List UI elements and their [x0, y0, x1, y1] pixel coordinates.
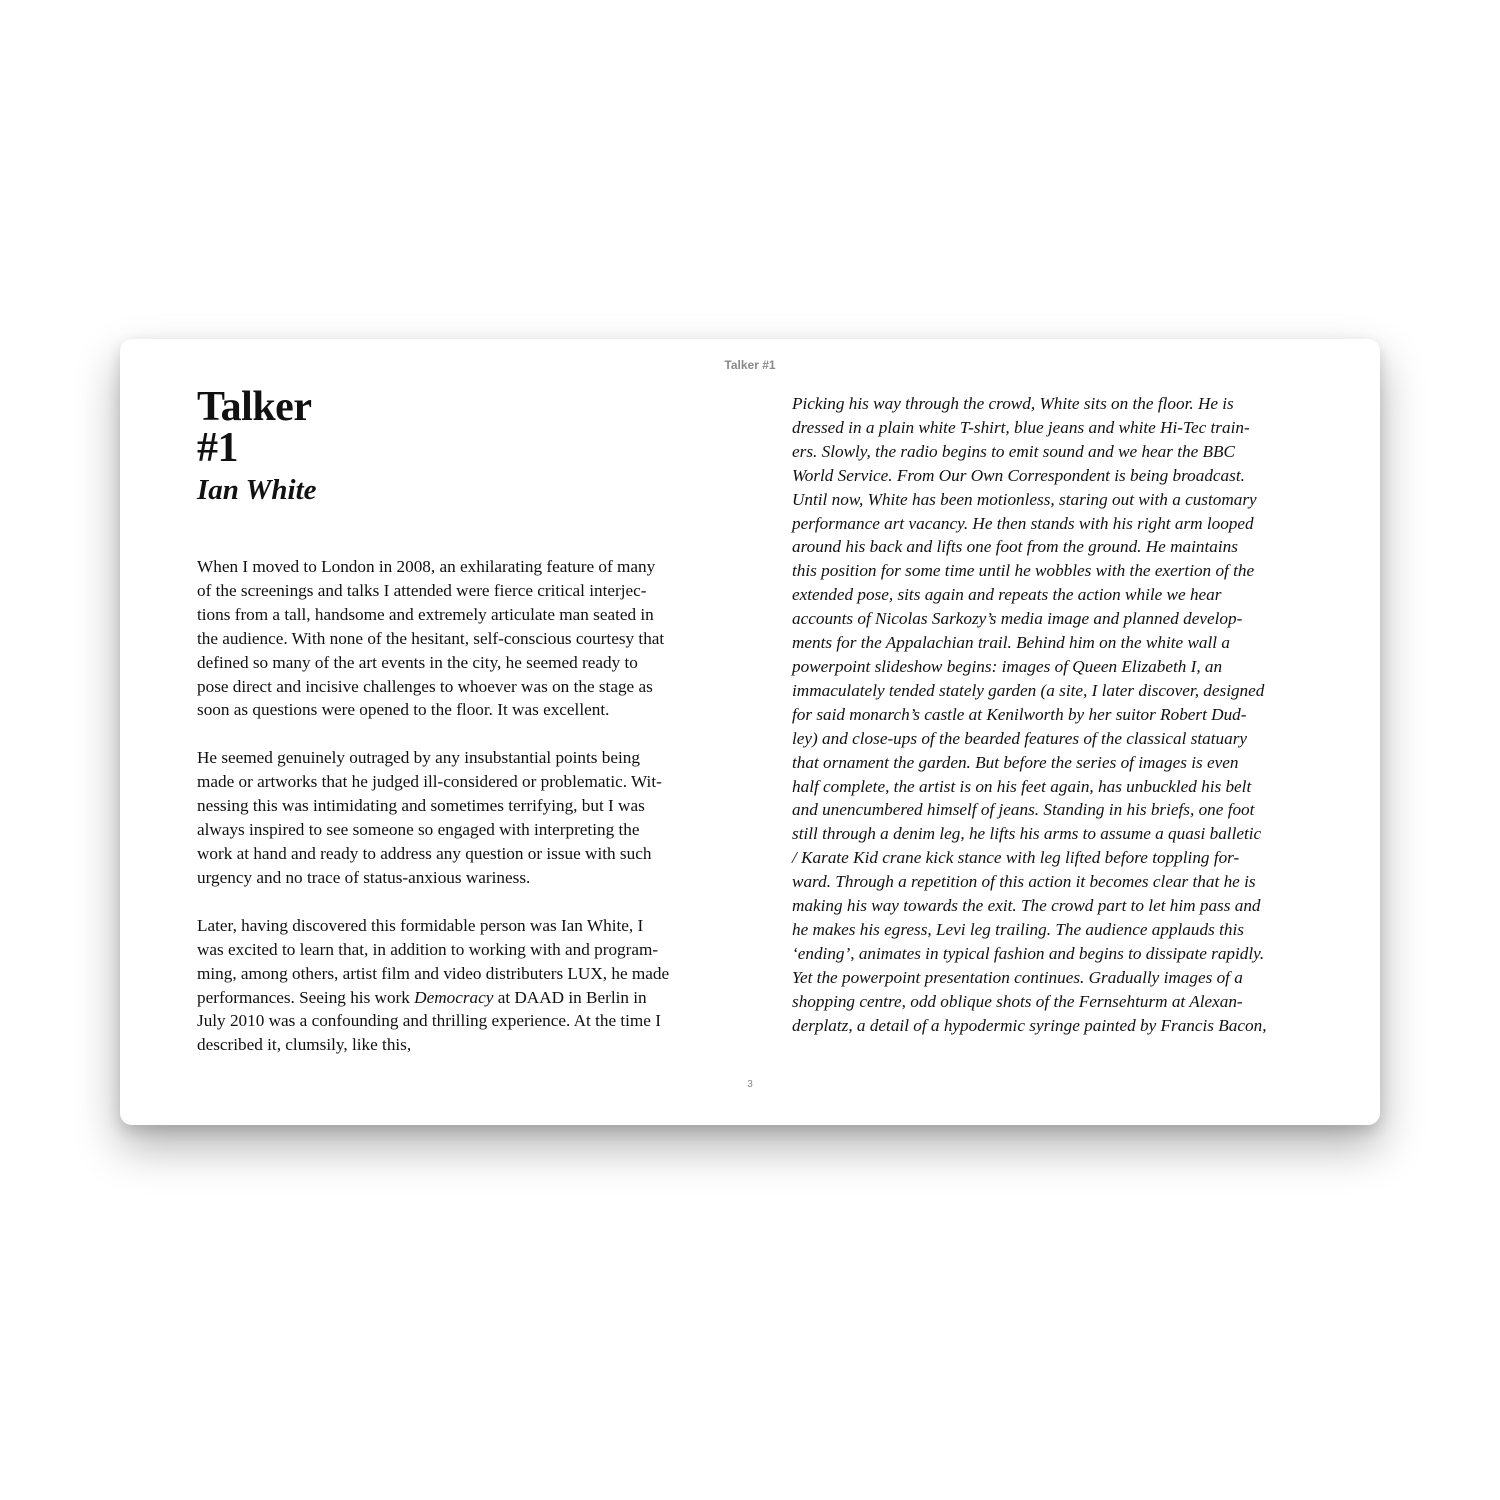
left-column	[197, 384, 717, 1057]
body-paragraph-1: When I moved to London in 2008, an exhilarating feature of many of the screenings and talks I attended were fierce critical interjec- tions from a tall, handsome and extremely articulate man seated in the audience. With none of the hesitant, self-conscious courtesy that defined so many of the art events in the city, he seemed ready to pose direct and incisive challenges to whoever was on the stage as soon as questions were opened to the floor. It was excellent.	[197, 557, 665, 720]
body-paragraph-2: He seemed genuinely outraged by any insubstantial points being made or artworks that he judged ill-considered or problematic. Wit- nessing this was intimidating and sometimes terrifying, but I was always inspired to see someone so engaged with interpreting the work at hand and ready to address any question or issue with such urgency and no trace of status-anxious wariness.	[197, 748, 662, 887]
page-number: 3	[747, 1079, 753, 1090]
title-line-1: Talker	[197, 384, 312, 430]
document-page	[120, 339, 1380, 1125]
paragraph-3-text-end: at DAAD in Berlin in July 2010 was a confounding and thrilling experience. At the time I described it, clumsily, like this,	[197, 987, 661, 1055]
body-paragraph-3	[197, 914, 717, 1057]
paragraph-3-text-start: Later, having discovered this formidable person was Ian White, I was excited to learn that, in addition to working with and program- ming, among others, artist film and video distributers LUX, he made performances. Seeing his work	[197, 915, 670, 1007]
running-header: Talker #1	[724, 358, 776, 372]
article-author: Ian White	[197, 474, 317, 506]
title-line-2: #1	[197, 425, 238, 471]
work-title: Democracy	[414, 987, 494, 1007]
article-title	[197, 384, 717, 471]
quoted-description: Picking his way through the crowd, White sits on the floor. He is dressed in a plain white T-shirt, blue jeans and white Hi-Tec train- ers. Slowly, the radio begins to emit sound and we hear the BBC World Service. From Our Own Correspondent is being broadcast. Until now, White has been motionless, staring out with a customary performance art vacancy. He then stands with his right arm looped around his back and lifts one foot from the ground. He maintains this position for some time until he wobbles with the exertion of the extended pose, sits again and repeats the action while we hear accounts of Nicolas Sarkozy’s media image and planned develop- ments for the Appalachian trail. Behind him on the white wall a powerpoint slideshow begins: images of Queen Elizabeth I, an immaculately tended stately garden (a site, I later discover, designed for said monarch’s castle at Kenilworth by her suitor Robert Dud- ley) and close-ups of the bearded features of the classical statuary that ornament the garden. But before the series of images is even half complete, the artist is on his feet again, has unbuckled his belt and unencumbered himself of jeans. Standing in his briefs, one foot still through a denim leg, he lifts his arms to assume a quasi balletic / Karate Kid crane kick stance with leg lifted before toppling for- ward. Through a repetition of this action it becomes clear that he is making his way towards the exit. The crowd part to let him pass and he makes his egress, Levi leg trailing. The audience applauds this ‘ending’, animates in typical fashion and begins to dissipate rapidly. Yet the powerpoint presentation continues. Gradually images of a shopping centre, odd oblique shots of the Fernsehturm at Alexan- derplatz, a detail of a hypodermic syringe painted by Francis Bacon,	[792, 394, 1267, 1035]
